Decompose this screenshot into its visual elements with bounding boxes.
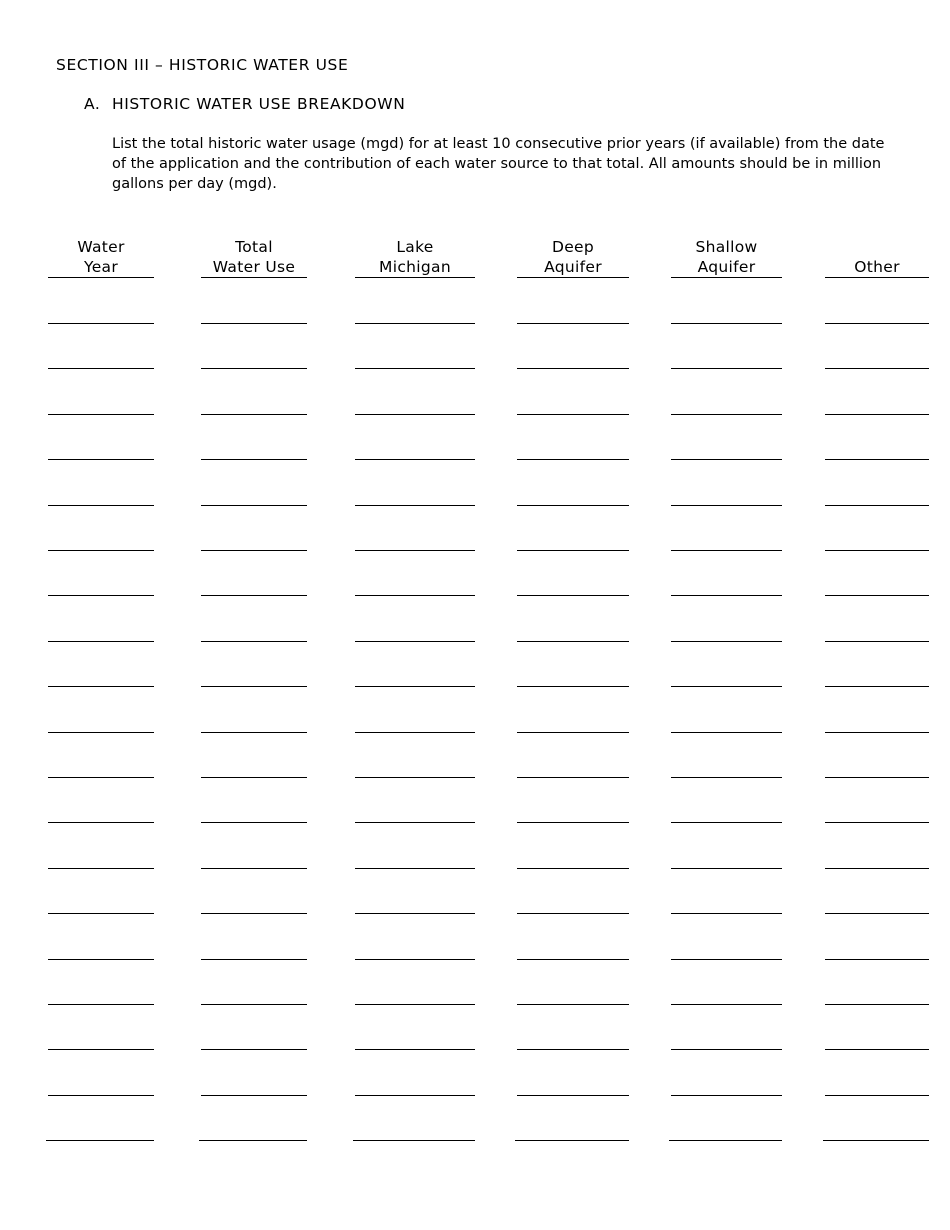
blank-line-other[interactable] — [825, 868, 929, 869]
blank-line-lake-michigan[interactable] — [355, 323, 475, 324]
column-header-line: Water Use — [212, 258, 296, 276]
blank-line-total-water-use[interactable] — [201, 686, 307, 687]
blank-line-shallow-aquifer[interactable] — [671, 1095, 782, 1096]
blank-line-lake-michigan[interactable] — [355, 414, 475, 415]
blank-line-other[interactable] — [825, 505, 929, 506]
blank-line-shallow-aquifer[interactable] — [671, 459, 782, 460]
blank-line-water-year[interactable] — [48, 868, 154, 869]
blank-line-total-water-use[interactable] — [201, 732, 307, 733]
blank-line-other[interactable] — [825, 1004, 929, 1005]
blank-line-deep-aquifer[interactable] — [517, 368, 629, 369]
blank-line-shallow-aquifer[interactable] — [671, 368, 782, 369]
blank-line-deep-aquifer[interactable] — [517, 1095, 629, 1096]
blank-line-total-water-use[interactable] — [201, 414, 307, 415]
blank-line-other[interactable] — [825, 1095, 929, 1096]
column-header-line: Year — [83, 258, 119, 276]
blank-line-deep-aquifer[interactable] — [517, 505, 629, 506]
blank-line-deep-aquifer[interactable] — [517, 641, 629, 642]
blank-line-shallow-aquifer[interactable] — [671, 323, 782, 324]
blank-line-water-year[interactable] — [48, 505, 154, 506]
blank-line-total-water-use[interactable] — [201, 777, 307, 778]
blank-line-water-year[interactable] — [48, 686, 154, 687]
blank-line-total-water-use[interactable] — [201, 323, 307, 324]
blank-line-lake-michigan[interactable] — [355, 550, 475, 551]
blank-line-water-year[interactable] — [48, 1095, 154, 1096]
blank-line-other[interactable] — [825, 1049, 929, 1050]
column-header-line: Aquifer — [697, 258, 756, 276]
blank-line-deep-aquifer[interactable] — [517, 868, 629, 869]
blank-line-shallow-aquifer[interactable] — [671, 550, 782, 551]
blank-line-lake-michigan[interactable] — [355, 913, 475, 914]
blank-line-other[interactable] — [825, 913, 929, 914]
blank-line-water-year[interactable] — [48, 822, 154, 823]
column-header-line: Aquifer — [544, 258, 602, 276]
section-title: SECTION III – HISTORIC WATER USE — [56, 56, 349, 74]
blank-line-deep-aquifer[interactable] — [517, 414, 629, 415]
blank-line-total-water-use[interactable] — [199, 1140, 307, 1141]
blank-line-shallow-aquifer[interactable] — [671, 595, 782, 596]
column-header-lake-michigan — [355, 233, 475, 278]
blank-line-shallow-aquifer[interactable] — [671, 777, 782, 778]
column-header-line: Other — [854, 258, 900, 276]
blank-line-other[interactable] — [825, 822, 929, 823]
column-header-other — [825, 233, 929, 278]
blank-line-water-year[interactable] — [48, 777, 154, 778]
blank-line-shallow-aquifer[interactable] — [671, 959, 782, 960]
blank-line-other[interactable] — [825, 641, 929, 642]
blank-line-lake-michigan[interactable] — [355, 595, 475, 596]
blank-line-deep-aquifer[interactable] — [517, 822, 629, 823]
blank-line-deep-aquifer[interactable] — [517, 595, 629, 596]
blank-line-deep-aquifer[interactable] — [517, 550, 629, 551]
blank-line-lake-michigan[interactable] — [355, 641, 475, 642]
blank-line-water-year[interactable] — [48, 368, 154, 369]
blank-line-other[interactable] — [825, 550, 929, 551]
blank-line-lake-michigan[interactable] — [355, 459, 475, 460]
blank-line-total-water-use[interactable] — [201, 913, 307, 914]
blank-line-deep-aquifer[interactable] — [517, 459, 629, 460]
blank-line-other[interactable] — [825, 732, 929, 733]
column-header-line: Lake — [396, 238, 434, 256]
blank-line-other[interactable] — [825, 595, 929, 596]
blank-line-deep-aquifer[interactable] — [517, 1049, 629, 1050]
column-header-deep-aquifer — [517, 233, 629, 278]
subsection-title: HISTORIC WATER USE BREAKDOWN — [112, 95, 406, 113]
blank-line-other[interactable] — [825, 368, 929, 369]
blank-line-total-water-use[interactable] — [201, 641, 307, 642]
blank-line-water-year[interactable] — [48, 550, 154, 551]
column-header-total-water-use — [201, 233, 307, 278]
blank-line-water-year[interactable] — [48, 732, 154, 733]
blank-line-shallow-aquifer[interactable] — [671, 641, 782, 642]
blank-line-shallow-aquifer[interactable] — [671, 913, 782, 914]
blank-line-deep-aquifer[interactable] — [517, 686, 629, 687]
subsection-marker: A. — [84, 95, 101, 113]
blank-line-lake-michigan[interactable] — [355, 505, 475, 506]
blank-line-shallow-aquifer[interactable] — [671, 414, 782, 415]
blank-line-lake-michigan[interactable] — [355, 732, 475, 733]
blank-line-lake-michigan[interactable] — [355, 1095, 475, 1096]
blank-line-total-water-use[interactable] — [201, 595, 307, 596]
blank-line-other[interactable] — [825, 777, 929, 778]
column-header-line: Deep — [551, 238, 595, 256]
blank-line-other[interactable] — [825, 459, 929, 460]
blank-line-water-year[interactable] — [48, 959, 154, 960]
blank-line-water-year[interactable] — [48, 414, 154, 415]
blank-line-shallow-aquifer[interactable] — [671, 686, 782, 687]
blank-line-deep-aquifer[interactable] — [517, 959, 629, 960]
blank-line-other[interactable] — [825, 959, 929, 960]
blank-line-other[interactable] — [823, 1140, 929, 1141]
blank-line-shallow-aquifer[interactable] — [671, 1049, 782, 1050]
blank-line-other[interactable] — [825, 686, 929, 687]
blank-line-deep-aquifer[interactable] — [517, 1004, 629, 1005]
blank-line-water-year[interactable] — [48, 1004, 154, 1005]
blank-line-lake-michigan[interactable] — [355, 822, 475, 823]
blank-line-other[interactable] — [825, 414, 929, 415]
blank-line-total-water-use[interactable] — [201, 550, 307, 551]
blank-line-shallow-aquifer[interactable] — [671, 732, 782, 733]
blank-line-total-water-use[interactable] — [201, 368, 307, 369]
blank-line-shallow-aquifer[interactable] — [671, 868, 782, 869]
blank-line-total-water-use[interactable] — [201, 1095, 307, 1096]
blank-line-water-year[interactable] — [48, 913, 154, 914]
blank-line-water-year[interactable] — [48, 1049, 154, 1050]
blank-line-deep-aquifer[interactable] — [515, 1140, 629, 1141]
blank-line-shallow-aquifer[interactable] — [669, 1140, 782, 1141]
subsection-heading — [84, 95, 405, 113]
column-header-line: Water — [77, 238, 125, 256]
blank-line-total-water-use[interactable] — [201, 822, 307, 823]
column-header-line: Michigan — [379, 258, 451, 276]
column-header-water-year — [48, 233, 154, 278]
blank-line-deep-aquifer[interactable] — [517, 732, 629, 733]
blank-line-total-water-use[interactable] — [201, 959, 307, 960]
blank-line-water-year[interactable] — [48, 459, 154, 460]
blank-line-lake-michigan[interactable] — [355, 777, 475, 778]
blank-line-lake-michigan[interactable] — [353, 1140, 475, 1141]
blank-line-shallow-aquifer[interactable] — [671, 505, 782, 506]
blank-line-water-year[interactable] — [48, 641, 154, 642]
blank-line-total-water-use[interactable] — [201, 1049, 307, 1050]
instructions-text: List the total historic water usage (mgd) for at least 10 consecutive prior years (if available) from the date of the application and the contribution of each water source to that total. All amounts should be in million gallons per day (mgd). — [112, 136, 885, 192]
blank-line-shallow-aquifer[interactable] — [671, 822, 782, 823]
blank-line-deep-aquifer[interactable] — [517, 777, 629, 778]
blank-line-lake-michigan[interactable] — [355, 1004, 475, 1005]
blank-line-lake-michigan[interactable] — [355, 368, 475, 369]
blank-line-lake-michigan[interactable] — [355, 686, 475, 687]
blank-line-water-year[interactable] — [48, 323, 154, 324]
blank-line-deep-aquifer[interactable] — [517, 913, 629, 914]
blank-line-total-water-use[interactable] — [201, 505, 307, 506]
blank-line-total-water-use[interactable] — [201, 868, 307, 869]
blank-line-lake-michigan[interactable] — [355, 1049, 475, 1050]
blank-line-water-year[interactable] — [48, 595, 154, 596]
blank-line-other[interactable] — [825, 323, 929, 324]
blank-line-shallow-aquifer[interactable] — [671, 1004, 782, 1005]
blank-line-deep-aquifer[interactable] — [517, 323, 629, 324]
blank-line-water-year[interactable] — [46, 1140, 154, 1141]
blank-line-lake-michigan[interactable] — [355, 959, 475, 960]
blank-line-total-water-use[interactable] — [201, 1004, 307, 1005]
column-header-line: Shallow — [695, 238, 758, 256]
column-header-line: Total — [235, 238, 273, 256]
column-header-shallow-aquifer — [671, 233, 782, 278]
blank-line-total-water-use[interactable] — [201, 459, 307, 460]
blank-line-lake-michigan[interactable] — [355, 868, 475, 869]
